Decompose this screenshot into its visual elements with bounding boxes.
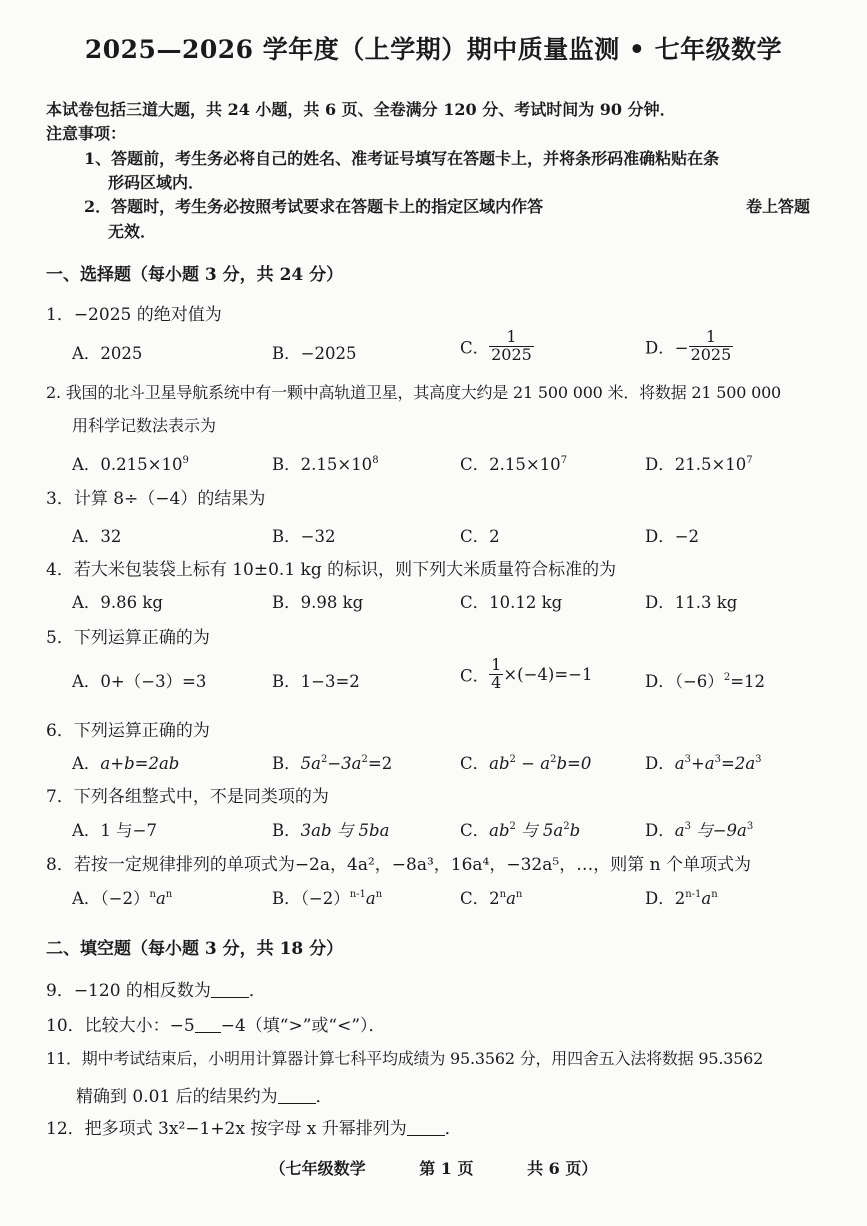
- q7-option-a: A．1 与−7: [72, 821, 157, 840]
- q8-option-c: C．$2^na^n$: [460, 889, 523, 908]
- q4-option-a: A．9.86 kg: [72, 593, 163, 612]
- question-5-stem: 5．下列运算正确的为: [46, 628, 210, 648]
- section-1-title: 一、选择题（每小题 3 分，共 24 分）: [46, 265, 344, 285]
- q2-option-a: A．$0.215\times 10^9$: [72, 455, 189, 474]
- note-1-line-2: 形码区域内．: [108, 173, 205, 192]
- q6-option-a: A．a+b=2ab: [72, 754, 180, 773]
- answer-blank: [278, 1089, 316, 1104]
- page-title: 2025—2026 学年度（上学期）期中质量监测 • 七年级数学: [84, 35, 783, 64]
- note-2-line-2: 无效．: [108, 222, 157, 241]
- page-footer: [0, 1156, 867, 1179]
- question-7-stem: 7．下列各组整式中，不是同类项的为: [46, 787, 329, 807]
- q8-option-a: A．$(-2)^na^n$: [72, 889, 173, 908]
- question-2-line-2: 用科学记数法表示为: [72, 416, 217, 435]
- question-8-stem: 8．若按一定规律排列的单项式为−2a，4a²，−8a³，16a⁴，−32a⁵，…，则第 n 个单项式为: [46, 855, 751, 875]
- q2-option-c: C．$2.15\times 10^7$: [460, 455, 568, 474]
- q6-option-b: B．$5a^2-3a^2=2$: [272, 754, 393, 773]
- q2-option-d: D．$21.5\times 10^7$: [645, 455, 753, 474]
- q5-option-d: D．$(-6)^2=12$: [645, 672, 766, 691]
- question-10: 10．比较大小：−5 −4（填“>”或“<”）．: [46, 1016, 386, 1036]
- exam-intro: 本试卷包括三道大题，共 24 小题，共 6 页、全卷满分 120 分、考试时间为 90 分钟．: [46, 100, 676, 119]
- note-2-line-1a: 2．答题时，考生务必按照考试要求在答题卡上的指定区域内作答: [84, 197, 544, 216]
- footer-page: 第 1 页: [419, 1159, 474, 1178]
- q7-option-d: D．$a^3$ 与$-9a^3$: [645, 821, 754, 840]
- notes-title: 注意事项：: [46, 124, 127, 143]
- q7-option-c: C．$ab^2$ 与 $5a^2b$: [460, 821, 581, 840]
- answer-blank: [211, 983, 249, 998]
- answer-blank: [195, 1018, 221, 1033]
- question-1-stem: 1．−2025 的绝对值为: [46, 305, 222, 325]
- q4-option-d: D．11.3 kg: [645, 593, 738, 612]
- q7-option-b: B．3ab 与 5ba: [272, 821, 390, 840]
- q1-option-d: D．− $\frac{1}{2025}$: [645, 327, 732, 364]
- question-6-stem: 6．下列运算正确的为: [46, 721, 210, 741]
- note-2-line-1b: 卷上答题: [746, 197, 811, 216]
- footer-subject: （七年级数学: [269, 1159, 366, 1178]
- question-3-stem: 3．计算 8÷（−4）的结果为: [46, 489, 266, 509]
- q3-option-d: D．−2: [645, 527, 700, 546]
- question-12: 12．把多项式 3x²−1+2x 按字母 x 升幂排列为 ．: [46, 1119, 462, 1139]
- q1-option-b: B．−2025: [272, 344, 357, 363]
- section-2-title: 二、填空题（每小题 3 分，共 18 分）: [46, 939, 344, 959]
- q8-option-d: D．$2^{n-1}a^n$: [645, 889, 718, 908]
- q3-option-c: C．2: [460, 527, 500, 546]
- question-2-line-1: 2. 我国的北斗卫星导航系统中有一颗中高轨道卫星，其高度大约是 21 500 000 米．将数据 21 500 000: [46, 383, 782, 402]
- q6-option-d: D．$a^3+a^3=2a^3$: [645, 754, 762, 773]
- question-11-line-1: 11．期中考试结束后，小明用计算器计算七科平均成绩为 95.3562 分，用四舍五入法将数据 95.3562: [46, 1049, 764, 1068]
- q5-option-a: A．0+（−3）=3: [72, 672, 207, 691]
- q2-option-b: B．$2.15\times 10^8$: [272, 455, 379, 474]
- q1-option-a: A．2025: [72, 344, 143, 363]
- q6-option-c: C．$ab^2 - a^2b=0$: [460, 754, 592, 773]
- q5-option-c: C． $\frac{1}{4}$ ×(−4)=−1: [460, 655, 593, 692]
- q4-option-c: C．10.12 kg: [460, 593, 563, 612]
- question-4-stem: 4．若大米包装袋上标有 10±0.1 kg 的标识，则下列大米质量符合标准的为: [46, 560, 617, 580]
- question-9: 9．−120 的相反数为 ．: [46, 981, 266, 1001]
- question-11-line-2: 精确到 0.01 后的结果约为 ．: [76, 1087, 333, 1107]
- q4-option-b: B．9.98 kg: [272, 593, 364, 612]
- q8-option-b: B．$(-2)^{n-1}a^n$: [272, 889, 383, 908]
- note-1-line-1: 1、答题前，考生务必将自己的姓名、准考证号填写在答题卡上，并将条形码准确粘贴在条: [84, 149, 720, 168]
- answer-blank: [407, 1121, 445, 1136]
- q3-option-b: B．−32: [272, 527, 336, 546]
- footer-total: 共 6 页）: [527, 1159, 598, 1178]
- q5-option-b: B．1−3=2: [272, 672, 360, 691]
- q1-option-c: C． $\frac{1}{2025}$: [460, 327, 532, 364]
- q3-option-a: A．32: [72, 527, 122, 546]
